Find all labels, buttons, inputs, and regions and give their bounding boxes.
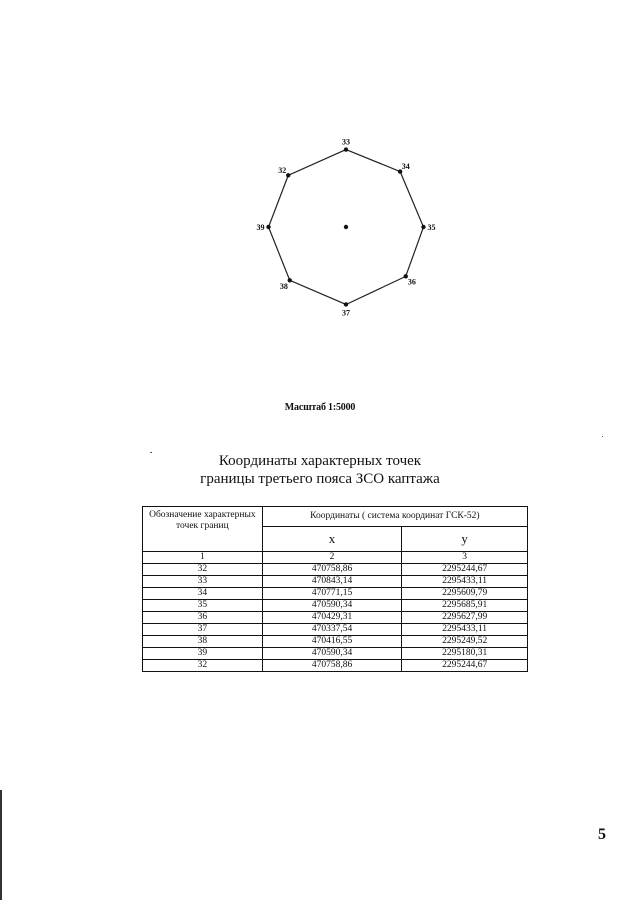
- x-cell: 470590,34: [262, 600, 402, 612]
- x-cell: 470758,86: [262, 660, 402, 672]
- point-id-cell: 34: [143, 588, 263, 600]
- point-id-cell: 36: [143, 612, 263, 624]
- table-title: [150, 452, 490, 488]
- table-title-line-2: границы третьего пояса ЗСО каптажа: [200, 471, 440, 487]
- vertex-marker: [286, 173, 290, 177]
- y-cell: 2295244,67: [402, 660, 528, 672]
- point-id-cell: 37: [143, 624, 263, 636]
- coordinates-table: [142, 506, 528, 672]
- point-id-cell: 33: [143, 576, 263, 588]
- vertex-label: 39: [256, 223, 265, 232]
- x-column-header: x: [262, 526, 402, 551]
- vertex-label: 34: [401, 161, 410, 171]
- y-column-header: y: [402, 526, 528, 551]
- column-number: 3: [402, 552, 528, 564]
- y-cell: 2295244,67: [402, 564, 528, 576]
- vertex-label: 38: [279, 281, 288, 291]
- table-row: [143, 636, 528, 648]
- coordinates-header: Координаты ( система координат ГСК-52): [262, 507, 527, 527]
- vertex-label: 37: [342, 308, 350, 318]
- table-row: [143, 588, 528, 600]
- vertex-marker: [421, 225, 425, 229]
- table-row: [143, 564, 528, 576]
- designation-header: Обозначение характерных точек границ: [143, 507, 263, 552]
- vertex-label: 35: [427, 223, 436, 232]
- table-row: [143, 612, 528, 624]
- x-cell: 470771,15: [262, 588, 402, 600]
- page-number: 5: [598, 826, 606, 843]
- table-row: [143, 600, 528, 612]
- point-id-cell: 32: [143, 564, 263, 576]
- y-cell: 2295249,52: [402, 636, 528, 648]
- vertex-marker: [288, 278, 292, 282]
- boundary-plan: [0, 0, 640, 400]
- column-number: 2: [262, 552, 402, 564]
- x-cell: 470843,14: [262, 576, 402, 588]
- x-cell: 470429,31: [262, 612, 402, 624]
- table-title-line-1: Координаты характерных точек: [218, 453, 422, 469]
- x-cell: 470416,55: [262, 636, 402, 648]
- vertex-label: 33: [342, 137, 350, 147]
- center-point-marker: [344, 225, 348, 229]
- y-cell: 2295433,11: [402, 624, 528, 636]
- scan-speck: [602, 436, 603, 437]
- y-cell: 2295627,99: [402, 612, 528, 624]
- y-cell: 2295433,11: [402, 576, 528, 588]
- table-row: [143, 624, 528, 636]
- column-number: 1: [143, 552, 263, 564]
- y-cell: 2295685,91: [402, 600, 528, 612]
- point-id-cell: 32: [143, 660, 263, 672]
- table-row: [143, 576, 528, 588]
- point-id-cell: 38: [143, 636, 263, 648]
- vertex-marker: [344, 147, 348, 151]
- x-cell: 470337,54: [262, 624, 402, 636]
- point-id-cell: 39: [143, 648, 263, 660]
- vertex-marker: [266, 225, 270, 229]
- scan-speck: [150, 452, 152, 453]
- y-cell: 2295180,31: [402, 648, 528, 660]
- x-cell: 470758,86: [262, 564, 402, 576]
- x-cell: 470590,34: [262, 648, 402, 660]
- table-row: [143, 648, 528, 660]
- table-row: [143, 660, 528, 672]
- scale-label: Масштаб 1:5000: [284, 402, 356, 413]
- vertex-label: 32: [278, 166, 287, 176]
- vertex-marker: [344, 302, 348, 306]
- scan-margin-mark: [0, 790, 2, 900]
- y-cell: 2295609,79: [402, 588, 528, 600]
- point-id-cell: 35: [143, 600, 263, 612]
- vertex-label: 36: [407, 277, 416, 287]
